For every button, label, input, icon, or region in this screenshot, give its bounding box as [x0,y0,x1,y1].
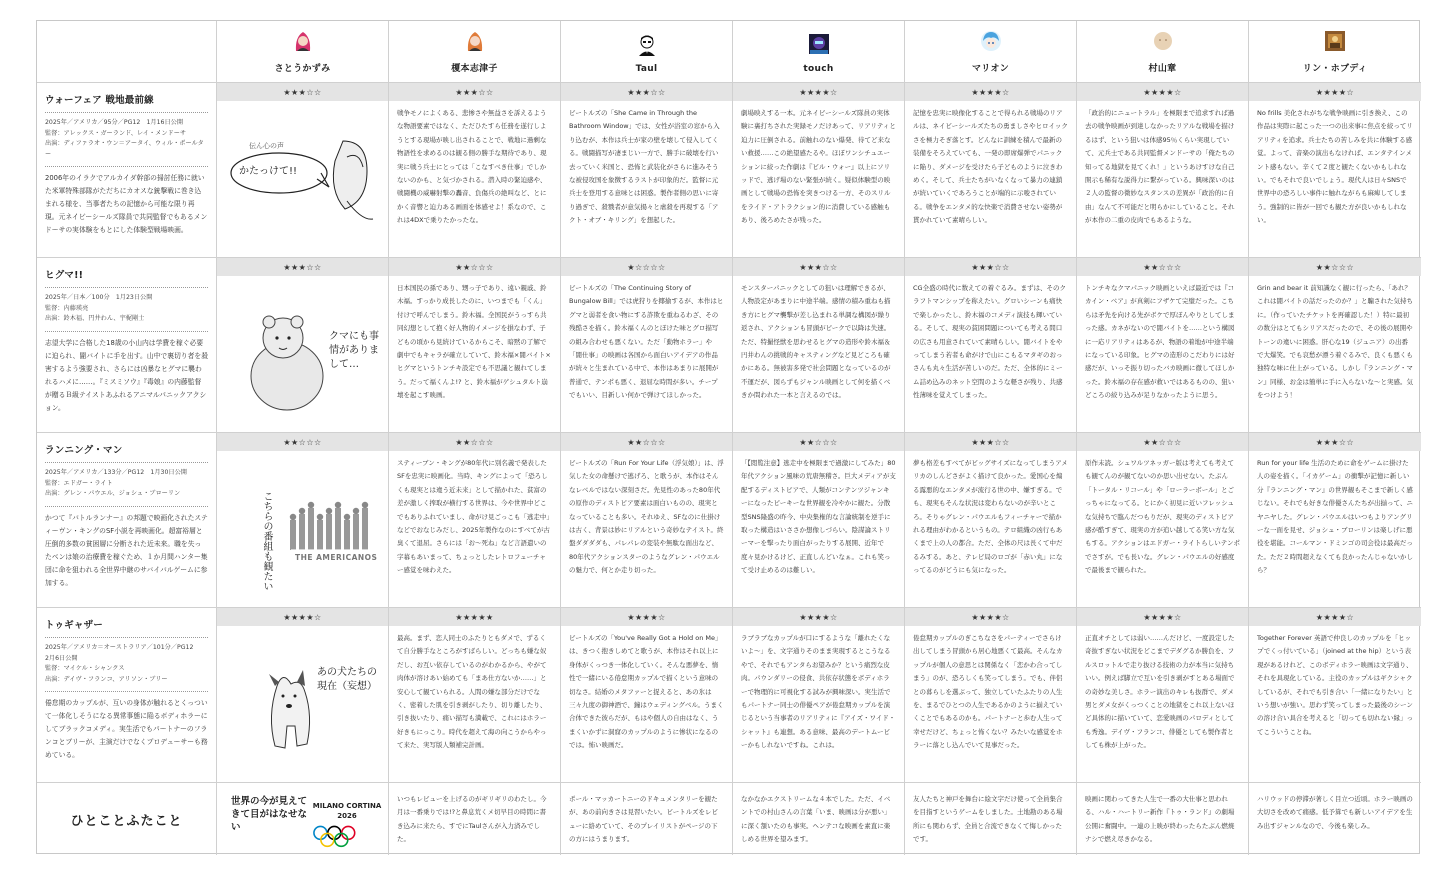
review-text: 「政治的にニュートラル」を極限まで追求すれば過去の戦争映画が到達しなかったリアルな戦場を描けるはず、という狙いは体感95％くらい実現していて、元兵士である共同監督メンドーサの「俺たちの知ってる地獄を見てくれ！」というあけすけな自己開示も稀有な説得力に繋がっている。興味深いのは２人の監督の微妙なスタンスの差異が「政治的に自由」なんて不可能だと明らかにしていること。それが本作の二重の皮肉でもあるような。 [1085,109,1235,225]
divider [45,637,208,638]
reviewer-name: Taul [635,64,658,74]
rating-stars: ★★☆☆☆ [1077,258,1248,276]
review-text: ビートルズの「She Came in Through the Bathroom Window」では、女性が浴室の窓から入り込むが、本作は兵士が家の壁を壊して侵入してくる。戦闘描写が凄まじい一方で、勝手に破壊を行い去っていく米国と、恐怖と武装化がさらに進みそうな被侵攻国を象徴するラストが印象的だ。監督に元兵士を登用する意味とは困惑。製作者側の思いに寄り過ぎで、殺戮者が意気揚々と虐殺を再現する「アクト・オブ・キリング」を想起した。 [569,109,720,225]
review-cell [1077,83,1249,258]
review-text: CG全盛の時代に数えての着ぐるみ。まずは、そのクラフトマンシップを称えたい。グロいシーンも痛快で楽しかったし、鈴木福のコメディ演技も輝いている。そして、現実の貧困問題についても考える間口の広さも用意されていて素晴らしい。闇バイトをやってしまう若者も命がけで山にこもるマタギのおっさんも丸々生活が苦しいのだ。ただ、全体的にミーム詰め込みのネット空間のような軽さが残り、共感性薄味を覚えてしまった。 [913,284,1066,400]
divider [45,166,208,167]
review-cell [217,258,389,433]
movie-title: トゥギャザー [45,620,103,631]
review-cell [905,258,1077,433]
footer-comment-cell [733,783,905,855]
footer-label-text: ひとことふたこと [70,813,183,829]
meta-line: 出演：鈴木福、円井わん、宇梶剛士 [45,315,145,322]
illustration-note: 伝ん心の声 [249,142,284,150]
rating-stars: ★★★★☆ [1249,83,1421,101]
illustration-caption: あの犬たちの現在（妄想） [317,667,377,692]
review-cell [217,433,389,608]
review-cell [389,258,561,433]
review-text: 記憶を忠実に映像化することで得られる戦場のリアルは、ネイビーシールズたちの勇ましさやヒロイックさを極力そぎ落とす。どんなに訓練を積んで最新の装備をそろえていても、一発の即席爆弾でパニックに陥り、ダメージを受けたら子どものように泣きわめく。そして、兵士たちがいなくなって暴力の連鎖が続いていくであろうことが端的に示唆されている。戦争をエンタメ的な快楽で消費させない姿勢が貫かれていて素晴らしい。 [913,109,1068,225]
illustration [217,276,389,432]
illustration-caption: かたっけて!! [239,166,298,177]
review-text: No frills 美化されがちな戦争映画に引き換え、この作品は実際に起こった一つの出来事に焦点を絞ってリアリティを追求。兵士たちの苦しみを共に体験する感覚。よって、音楽の演出もなければ、エンタテインメント感もない。辛くて２度と観たくないかもしれない。でもそれで良いでしょう。現代人は日々SNSで世界中の恐ろしい事件に触れながらも麻痺してしまう。強制的に皆が一回でも観た方が良いかもしれない。 [1257,109,1413,225]
rating-stars: ★★☆☆☆ [389,433,560,451]
rating-stars: ★★★★★ [389,608,560,626]
rating-stars: ★★☆☆☆ [217,433,388,451]
review-text: 劇場映えする一本。元ネイビーシールズ隊員の実体験に裏打ちされた実録モノだけあって、リアリティと迫力に圧倒される。前触れのない爆発、待てど来ない救援……この絶望感たるや。ほぼワンシチュエーションに絞った作劇は『ビル・ウォー』以上にソリッドで、逃げ場のない緊張が続く。疑似体験型の映画として戦場の恐怖を突きつける一方、そのスリルをライド・アトラクション的に消費している感触もあり、後ろめたさが残った。 [741,109,896,225]
reviewer-name: 村山章 [1148,64,1177,74]
review-cell [1249,608,1421,783]
table-corner [37,21,217,83]
illustration-caption: こちらの番組も観たい [261,491,272,591]
movie-synopsis: 志望大学に合格した18歳の小山内は学費を稼ぐ必要に迫られ、闇バイトに手を出す。山中で裏切り者を殺害するよう強要され、さらには凶暴なヒグマに襲われるハメに……。『ミスミソウ』『毒娘』の内藤監督が贈るＢ級テイストあふれるアニマルパニックアクション。 [45,338,208,412]
reviewer-header [905,21,1077,83]
review-cell [1077,433,1249,608]
movie-synopsis: かつて『バトルランナー』の邦題で映画化されたスティーヴン・キングのSF小説を再映画化。超富裕層と圧倒的多数の貧困層に分断された近未来。職を失ったベンは娘の治療費を稼ぐため、１か月間ハンター集団に命を狙われる全世界中継のサバイバルゲームに参加する。 [45,513,208,587]
rating-stars: ★★★★☆ [733,608,904,626]
illustration-note: THE AMERICANOS [295,553,378,562]
review-cell [733,608,905,783]
movie-illustration [217,626,389,782]
rating-stars: ★★☆☆☆ [389,258,560,276]
rating-stars: ★★☆☆☆ [733,433,904,451]
review-text: Together Forever 英語で仲良しのカップルを「ヒップでくっ付いている」（joined at the hip）という表現があるけれど、このボディホラー映画は文字通り、それを具現化している。主役のカップルはギクシャクしているが、それでも引き合い「一緒になりたい」という想いが強い。思わず笑ってしまった最後のシーンの溶け合い具合を考えると「切っても切れない縁」ってこういうことね。 [1257,634,1413,736]
rating-stars: ★★☆☆☆ [1249,258,1421,276]
movie-synopsis: 倦怠期のカップルが、互いの身体が触れるとくっついて一体化しそうになる異常事態に陥るボディホラーにしてブラックコメディ。実生活でもパートナーのフランコとブリーが、主演だけでなくプロデューサーも務めている。 [45,699,208,759]
rating-stars: ★★★☆☆ [905,258,1076,276]
review-cell [217,83,389,258]
movie-info [37,258,217,433]
rating-stars: ★★★★☆ [905,83,1076,101]
meta-line: 出演：グレン・パウエル、ジョシュ・ブローリン [45,490,181,497]
review-text: モンスターパニックとしての狙いは理解できるが、人物設定があまりに中途半端。感情の積み重ねも描き方にヒグマ襲撃が差し込まれる単調な構図が繰り返され、アクションも冒頭がピークで以降は失速。ただ、特撮怪獣を思わせるヒグマの造形や鈴木福＆円井わんの挑戦的キャスティングなど見どころも確かにある。無被害多発で社会問題となっているのが不運だが、図らずもジャンル映画として何を描くべきか問われた一本と言えるのでは。 [741,284,891,400]
review-cell [1249,433,1421,608]
reviewer-name: 榎本志津子 [451,64,498,74]
illustration [217,101,389,257]
review-cell [1249,258,1421,433]
face-avatar-icon [1151,29,1175,53]
man-avatar-icon [635,32,659,56]
footer-comment: 映画に関わってきた人生で一番の大仕事と思われる、ハル・ハートリー新作『トゥ・ランド』の劇場公開に奮闘中。一連の上映が終わったらたぶん燃焼ナシで燃え尽きかなる。 [1085,795,1235,844]
rating-stars: ★★☆☆☆ [1077,433,1248,451]
review-cell [905,83,1077,258]
meta-line: 出演：ディファラオ・ウン＝アータイ、ウィル・ポールター [45,140,204,158]
meta-line: 2025年／アメリカ／133分／PG12 1月30日公開 [45,469,187,476]
divider [45,691,208,692]
reviewer-header [733,21,905,83]
movie-title: ヒグマ!! [45,270,84,281]
footer-comment-cell [389,783,561,855]
review-text: 夢も格差もすべてがビッグサイズになってしまうアメリカのしんどさがよく描けて良かった。愛国心を煽る露悪的なエンタメが流行る世の中、嫌すぎる。でも、現実もそんな状況は変わらないのが辛いところ。そりゃグレン・パウエルもフィーチャーで描かれる理由がわかるというもの。テロ組織の凶行もあくまで上の人の都合。ただ、全体の尺は長くて中だるみする。あと、テレビ局のロゴが「赤い丸」になってるのがどうにも気になった。 [913,459,1068,575]
review-cell [905,433,1077,608]
review-table [36,20,1420,854]
movie-title: ランニング・マン [45,445,123,456]
rating-stars: ★★★☆☆ [217,83,388,101]
footer-label [37,783,217,855]
review-cell [733,83,905,258]
footer-comment: ポール・マッカートニーのドキュメンタリーを観たが、あの前向きさは見習いたい。ビートルズをレビューに絡めていて、そのプレイリストがページの下の方にはうまります。 [569,795,719,844]
footer-comment-cell [561,783,733,855]
review-cell [905,608,1077,783]
reviewer-header [389,21,561,83]
movie-meta [45,643,208,685]
movie-synopsis: 2006年のイラクでアルカイダ幹部の掃討任務に就いた米軍特殊部隊がただちにカオスな銃撃戦に巻き込まれる様を、当事者たちの記憶から可能な限り再現。元ネイビーシールズ隊員で共同監督でもあるメンドーサの実体験をもとにした体験型戦場映画。 [45,174,208,234]
woman-avatar-icon [463,29,487,53]
illustration [217,451,389,607]
footer-comment: いつもレビューを上げるのがギリギリのわたし。今月は一番乗りでは!?と鼻息荒くメ切早目の時間に書き込みに来たら、すでにTaulさんが入力済みでした。 [397,795,547,844]
divider [45,462,208,463]
meta-line: 監督：内藤瑛亮 [45,304,89,312]
meta-line: 監督：エドガー・ライト [45,479,113,487]
footer-comment-cell [905,783,1077,855]
movie-info [37,83,217,258]
review-text: 最高。まず、恋人同士のふたりともダメで、ずるくて自分勝手なところがすばらしい。どっちも嫌な奴だし、お互い依存しているのがわかるから、やがて肉体が溶けあい始めても「まあ仕方ないか……」と安心して観ていられる。人間の嫌な部分だけでなく、密着した肌を引き剥がしたり、切り離したり、引き抜いたり、痛い描写も満載で、これにはホラー好きもにっこり。時代を超えて海の向こうからやって来た、実写版人類補完計画。 [397,634,547,750]
divider [45,506,208,507]
review-text: 「【閲覧注意】逃走中を極限まで過激にしてみた」80年代アクション風味の荒唐無稽さ。巨大メディアが支配するディストピアで、人類がコンテンツジャンキーになったピーキーな世界観を冷やかに観た。分散型SNS隆盛の昨今、中央集権的な言論統制を逆手に取った構造はいささか想像しづらい。陰謀論ストリーマーを撃ったり面白がったりする展開、近年で度々見かけるけど、正直しんどいなぁ。これも笑って受け止めるのは難しい。 [741,459,896,575]
review-text: 倦怠期カップルのぎこちなさをパーティーでさらけ出してしまう冒頭から居心地悪くて最高。そんなカップルが個人の意思とは関係なく「恋かわ合ってしまう」のが、恐ろしくも笑ってしまう。でも、伴侶との暮らしを選ぶって、独立していたふたりの人生を、まるでひとつの人生であるかのように揃えていくことでもあるのかも。パートナーと歩む人生って幸せだけど、ちょっと怖くない？みたいな感覚をホラーに落とし込んでいて見事だった。 [913,634,1063,750]
review-cell [1077,258,1249,433]
rating-stars: ★★★☆☆ [733,258,904,276]
reviewer-name: さとうかずみ [274,64,331,74]
rating-stars: ★★★★☆ [905,608,1076,626]
meta-line: 出演：デイヴ・フランコ、アリソン・ブリー [45,675,168,683]
footer-comment-cell [1077,783,1249,855]
review-cell [561,258,733,433]
review-text: ビートルズの「The Continuing Story of Bungalow Bill」では虎狩りを揶揄するが、本作はヒグマと弱者を食い物にする詐欺を重ねるわざ、その残酷さを描く。鈴木福くんのとぼけた味とグロ描写の組み合わせも悪くない。ただ「動物ホラー」や「闇仕事」の映画は各国から面白いアイデアの作品が続々と生まれている中で、本作はあまりに展開が普通で、テンポも悪く、退屈な時間が多い。チープでもいい、目新しい何かで弾けてほしかった。 [569,284,724,400]
divider [45,287,208,288]
review-cell [389,433,561,608]
footer-comment-cell [1249,783,1421,855]
review-cell [733,433,905,608]
review-text: 正直オチとしては弱い……んだけど、一度設定した奇抜すぎない状況をどこまでデダグるか勝負を、フルスロットルで走り抜ける技術の力が本当に気持ちいい。例えば脚立で互いを引き剥がすとある場面での奇妙な美しさ。ホラー演出のキレも抜群で、ダメ男とダメ女がくっつくことの地獄をこれ以上ないほど具体的に描いていて、恋愛映画のパロディとしても秀逸。デイヴ・フランコ、俳優としても製作者としても株が上がった。 [1085,634,1235,750]
footer-illustration-note: MILANO CORTINA 2026 [312,802,382,820]
footer-comment: なかなかエクストリームな４本でした。ただ、イベントでの村山さんの言葉「いま、映画は分が悪い」に深く頷いたのも事実。ヘンテコな映画を素直に楽しめる世界を望みます。 [741,795,891,844]
rating-stars: ★★★☆☆ [389,83,560,101]
review-text: 原作未読。シュワルツネッガー版は考えても考えても観てんのが観てないのか思い出せない。たぶん「トータル・リコール」や「ローラーボール」とごっちゃになってる。とにかく初見に近いフレッシュな気持ちで臨んだつもりだが、現実のディストピア感が酷すぎて、現実の方が追い越してる笑い方な気もする。アクションはエドガー・ライトらしいテンポでさすが。でも長いな。グレン・パウエルの好感度で最後まで観られた。 [1085,459,1240,575]
movie-meta [45,293,208,325]
movie-info [37,433,217,608]
meta-line: 監督：アレックス・ガーランド、レイ・メンドーサ [45,129,187,137]
divider [45,331,208,332]
meta-line: 監督：マイケル・シャンクス [45,665,125,672]
rating-stars: ★★★★☆ [1249,608,1421,626]
review-text: トンチキなクマパニック映画といえば最近では『コカイン・ベア』が真剣にフザケて完璧だった。こちらは矛先を向ける先がボケで厚ぼんやりとしてしまった感。カネがないので闇バイトを……という構図に一応リアリティはあるが、物語の着地が中途半端になっている印象。ヒグマの造形のこだわりには好感だが、いっそ振り切ったバカ映画に徹してほしかった。鈴木福の存在感が救いではあるものの、狙いどころの絞り込みが足りなかったように思う。 [1085,284,1235,400]
review-cell [561,83,733,258]
review-cell [389,608,561,783]
illustration-caption: クマにも事情がありまして… [329,331,379,370]
rating-stars: ★★★★☆ [733,83,904,101]
movie-title: ウォーフェア 戦地最前線 [45,95,154,106]
review-text: ビートルズの「Run For Your Life（浮気娘）」は、浮気した女の命懸けで逃げろ、と歌うが、本作はそんなレベルではない深刻さだ。先見性のあった80年代の原作のディストピア要素は面白いものの、現実となっていることも多い。それゆえ、SFなのに仕掛けは古く、背景は妙にリアルという奇妙なテイスト。終盤ダダダダも、パレパレの変装や無駄な面出など、80年代アクションスターのようなグレン・パウエルの魅力で、何とか走り切った。 [569,459,724,575]
review-text: ラブラブなカップルが口にするような「離れたくないよ〜」を、文字通りそのまま実現するとこうなるやで、それでもアンタらお望みか？という痛烈な皮肉。パウンダリーの侵食、共依存状態をボディホラーで物理的に可視化する試みが興味深い。実生活でもパートナー同士の俳優ペアが倦怠期カップルを演じるという当事者のリアリティに『アイズ・ワイド・シャット』も連想。ある意味、最高のデートムービーかもしれないですね。これは。 [741,634,896,750]
meta-line: 2025年／アメリカ＝オーストラリア／101分／PG12 [45,644,194,651]
meta-line: 2025年／アメリカ／95分／PG12 1月16日公開 [45,119,184,126]
footer-illustration-caption: 世界の今が見えてきて目がはなせない [231,796,308,833]
movie-info [37,608,217,783]
movie-illustration [217,101,389,257]
meta-line: 2025年／日本／100分 1月23日公開 [45,294,153,301]
reviewer-header [1077,21,1249,83]
rating-stars: ★☆☆☆☆ [561,258,732,276]
movie-meta [45,118,208,160]
rating-stars: ★★★★☆ [561,608,732,626]
review-cell [1077,608,1249,783]
rating-stars: ★★★★☆ [217,608,388,626]
footer-illustration [217,783,389,855]
review-cell [1249,83,1421,258]
movie-meta [45,468,208,500]
woman-avatar-icon [291,29,315,53]
anime-avatar-icon [979,29,1003,53]
footer-comment: 友人たちと神戸を舞台に絵文字だけ使って全員集合を目指すというゲームをしました。土地勘のある場所にも関わらず、全員と合流できなくて悔しかったです。 [913,795,1063,844]
reviewer-header [1249,21,1421,83]
review-text: 戦争モノによくある、悲惨さや無益さを訴えるような物語要素ではなく、ただひたすら任務を遂行しようとする現場が映し出されることで、戦地に過剰な物語性を求めるのは観る側の勝手な期待であり、現実に戦う兵士にとっては「こなすべき仕事」でしかないのかも、と気づかされる。潜入時の緊迫感や、戦闘機の威嚇射撃の轟音、負傷兵の絶叫など、とにかく音響と迫力ある画面を体感せよ！系なので、これは4DXで乗りたかったな。 [397,109,547,225]
illustration [217,626,389,782]
review-cell [389,83,561,258]
review-cell [561,433,733,608]
review-cell [561,608,733,783]
footer-comment: ハリウッドの停滞が著しく目立つ近頃。ホラー映画の大切さを改めて痛感。低予算でも新しいアイデアを生み出すジャンルなので、今後も楽しみ。 [1257,795,1413,830]
review-cell [733,258,905,433]
rating-stars: ★★★☆☆ [561,83,732,101]
review-text: スティーブン・キングが80年代に別名義で発表したSFを忠実に映画化。当時、キングによって「恐ろしくも現実とは違う近未来」として描かれた、貧富の差が激しく搾取が横行する世界は、今や世界中どこでもありふれていまし、命がけ見ごっこも「逃走中」などでおなじみだし、2025年製作なのにすべてが古臭くて退屈。さらには「お〜死ね」など言語遣いの字幕もあいまって、ちょっとしたレトロフューチャー感覚を味わえた。 [397,459,550,575]
review-text: 日本国民の孫であり、甥っ子であり、遠い親戚、鈴木福。すっかり成長したのに、いつまでも「くん」付けで呼んでしまう。鈴木福。全国民がうっすら共同幻想として抱く好人物的イメージを損なわず、子どもの頃から見続けているからこそ、暗黙の了解で劇中でもキャラが確立していて、鈴木福×闇バイト×ヒグマというトンチキ設定でも不思議と観れてしまう。だって福くんよ!? と、鈴木福がゲシュタルト崩壊を起こす映画。 [397,284,551,400]
rating-stars: ★★☆☆☆ [561,433,732,451]
robot-avatar-icon [807,32,831,56]
rating-stars: ★★★☆☆ [905,433,1076,451]
review-cell [217,608,389,783]
review-text: ビートルズの「You've Really Got a Hold on Me」は、きつく抱きしめてと歌うが、本作はそれ以上に身体がくっつき一体化していく。そんな悪夢を、惰性で一緒にいる倦怠期カップルで描くという意味の切なさ。結婚のメタファーと捉えると、あの氷は三々九度の御神酒で、鐘はウェディングベル。うまく合体できた彼らだが、もはや個人の自由はなく、うまくいかずに洞窟のカップルのように惨状になるのでは。怖い映画だ。 [569,634,724,750]
reviewer-name: リン・ホブディ [1302,64,1368,74]
review-text: Run for your life 生活のために命をゲームに掛けた人の姿を描く。「イカゲーム」の衝撃が記憶に新しい分『ランニング・マン』の世界観もそこまで新しく感じない。それでも好きな俳優さんたちが出揃って、ニヤニヤした。グレン・パウエルはいつもよりアングリーな一面を見せ、ジョシュ・ブローリンは楽しげに悪役を堪能。コールマン・ドミンゴの司会役は最高だった。ただ２時間超えなくても良かったんじゃないかしら？ [1257,459,1413,575]
rating-stars: ★★★☆☆ [217,258,388,276]
reviewer-header [217,21,389,83]
divider [45,112,208,113]
rating-stars: ★★★☆☆ [1249,433,1421,451]
reviewer-header [561,21,733,83]
reviewer-name: マリオン [971,64,1010,74]
reviewer-name: touch [803,64,834,74]
review-text: Grin and bear it 前知識なく観に行ったら、「あれ？これは闇バイトの話だったのか？」と騙された気持ちに。（作っていたチケットを再確認した！）特に最初の数分はとてもシリアスだったので、その後の展開やトーンの違いに困惑。肝心な19（ジュニア）の出番で大爆笑。でも哀愁が漂う着ぐるみで、良くも悪くも独特な味に仕上がっている。しかし『ランニング・マン』同様、お金は簡単に手に入らないな〜と実感。気をつけよう！ [1257,284,1413,400]
photo-avatar-icon [1323,29,1347,53]
rating-stars: ★★★★☆ [1077,608,1248,626]
movie-illustration [217,451,389,607]
meta-line: 2月6日公開 [45,654,78,662]
rating-stars: ★★★★☆ [1077,83,1248,101]
